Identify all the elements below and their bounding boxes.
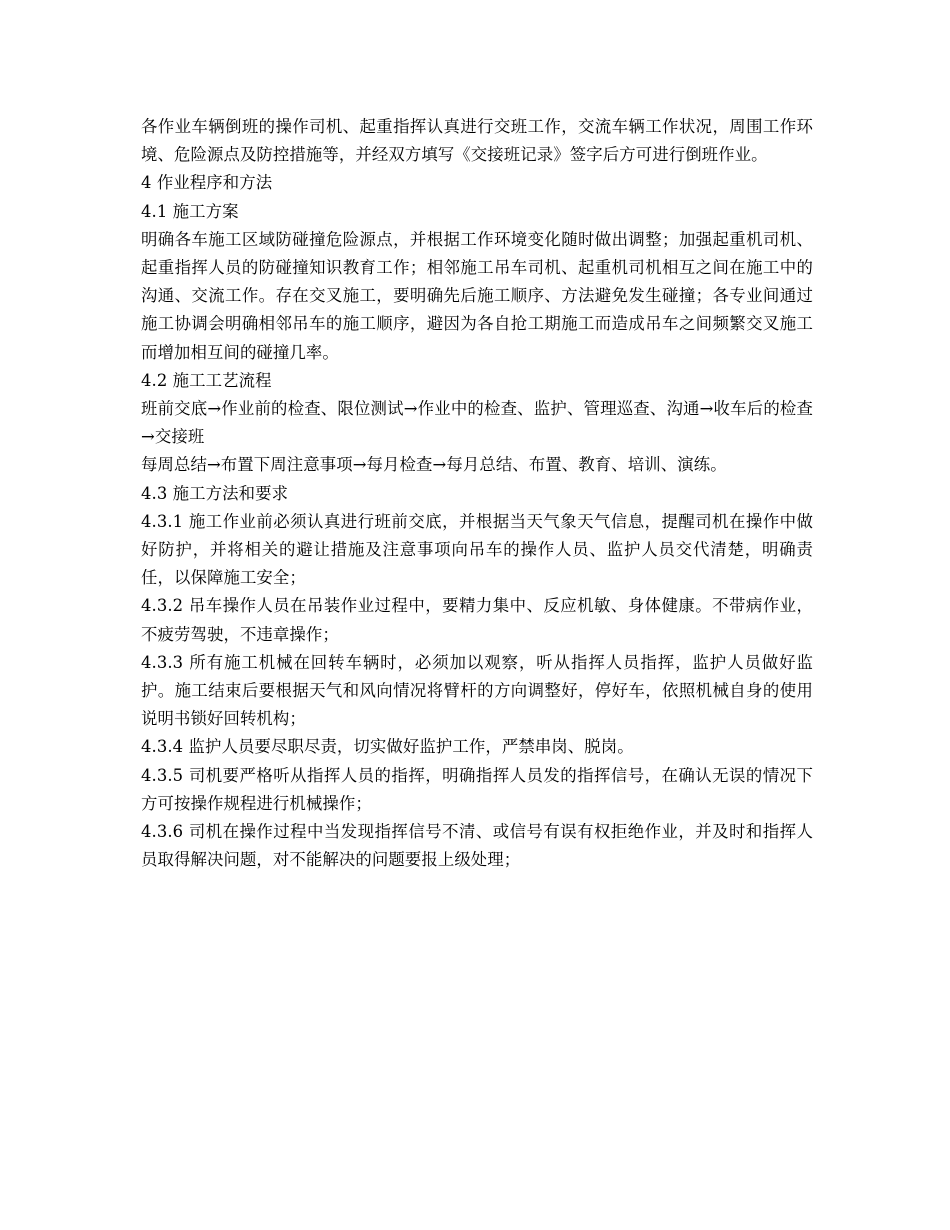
section-heading-4-2: 4.2 施工工艺流程 (141, 370, 272, 390)
paragraph-4-3-4: 4.3.4 监护人员要尽职尽责，切实做好监护工作，严禁串岗、脱岗。 (141, 737, 634, 757)
paragraph-shift-handover: 各作业车辆倒班的操作司机、起重指挥认真进行交班工作，交流车辆工作状况，周围工作环境、危险源点及防控措施等，并经双方填写《交接班记录》签字后方可进行倒班作业。 (141, 117, 813, 165)
section-heading-4-1: 4.1 施工方案 (141, 201, 239, 221)
paragraph-construction-plan: 明确各车施工区域防碰撞危险源点，并根据工作环境变化随时做出调整；加强起重机司机、起重指挥人员的防碰撞知识教育工作；相邻施工吊车司机、起重机司机相互之间在施工中的沟通、交流工作。存在交叉施工，要明确先后施工顺序、方法避免发生碰撞；各专业间通过施工协调会明确相邻吊车的施工顺序，避因为各自抢工期施工而造成吊车之间频繁交叉施工而增加相互间的碰撞几率。 (141, 229, 813, 362)
paragraph-4-3-5: 4.3.5 司机要严格听从指挥人员的指挥，明确指挥人员发的指挥信号，在确认无误的情况下方可按操作规程进行机械操作； (141, 765, 813, 813)
section-heading-4: 4 作业程序和方法 (141, 173, 273, 193)
paragraph-4-3-1: 4.3.1 施工作业前必须认真进行班前交底，并根据当天气象天气信息，提醒司机在操作中做好防护，并将相关的避让措施及注意事项向吊车的操作人员、监护人员交代清楚，明确责任，以保障施工安全； (141, 511, 813, 588)
section-heading-4-3: 4.3 施工方法和要求 (141, 483, 289, 503)
paragraph-4-3-2: 4.3.2 吊车操作人员在吊装作业过程中，要精力集中、反应机敏、身体健康。不带病作业，不疲劳驾驶，不违章操作； (141, 596, 813, 644)
paragraph-process-flow-daily: 班前交底→作业前的检查、限位测试→作业中的检查、监护、管理巡查、沟通→收车后的检查→交接班 (141, 399, 813, 447)
paragraph-4-3-3: 4.3.3 所有施工机械在回转车辆时，必须加以观察，听从指挥人员指挥，监护人员做好监护。施工结束后要根据天气和风向情况将臂杆的方向调整好，停好车，依照机械自身的使用说明书锁好回转机构； (141, 652, 813, 729)
document-body (141, 113, 813, 874)
paragraph-4-3-6: 4.3.6 司机在操作过程中当发现指挥信号不清、或信号有误有权拒绝作业，并及时和指挥人员取得解决问题，对不能解决的问题要报上级处理； (141, 822, 813, 870)
paragraph-process-flow-periodic: 每周总结→布置下周注意事项→每月检查→每月总结、布置、教育、培训、演练。 (141, 455, 727, 475)
